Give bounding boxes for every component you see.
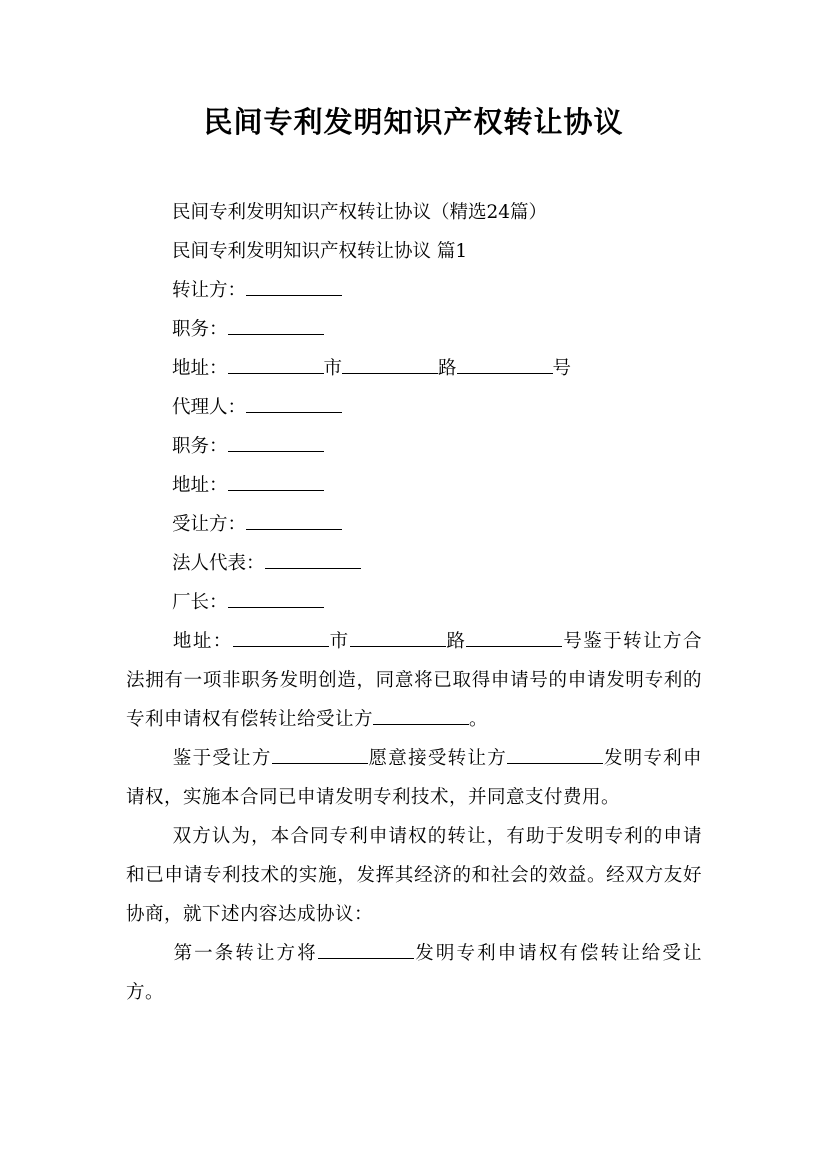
road-label: 路 — [438, 358, 457, 379]
blank-line — [228, 591, 324, 608]
number-label: 号 — [552, 358, 572, 379]
field-label: 转让方： — [172, 280, 247, 301]
blank-line — [228, 357, 324, 374]
paragraph-text: 市 — [328, 631, 350, 652]
paragraph — [126, 934, 702, 1012]
blank-line — [457, 357, 553, 374]
field-label: 地址： — [172, 358, 228, 379]
paragraph-text: 第一条转让方将 — [172, 943, 318, 964]
paragraph-text: 地址： — [172, 631, 233, 652]
blank-line — [246, 279, 342, 296]
blank-line — [373, 708, 469, 725]
blank-line — [228, 318, 324, 335]
blank-line — [272, 747, 368, 764]
field-label: 受让方： — [172, 514, 247, 535]
paragraph — [126, 739, 702, 817]
field-label: 职务： — [172, 436, 228, 457]
transferor-field — [126, 271, 702, 310]
paragraph-text: 。 — [469, 709, 489, 730]
paragraph-text: 鉴于受让方 — [172, 748, 272, 769]
document-body — [126, 193, 702, 1012]
field-label: 法人代表： — [172, 553, 265, 574]
paragraph-text: 发明专利申请权，实施本合同已申请发明专利技术，并同意支付费用。 — [126, 748, 702, 808]
city-label: 市 — [323, 358, 343, 379]
blank-line — [318, 942, 414, 959]
paragraph-text: 号鉴于转让方合法拥有一项非职务发明创造，同意将已取得申请号的申请发明专利的专利申请权有偿转让给受让方 — [126, 631, 702, 730]
address-field — [126, 466, 702, 505]
blank-line — [228, 435, 324, 452]
paragraph — [126, 622, 702, 739]
field-label: 厂长： — [172, 592, 228, 613]
paragraph-text: 路 — [445, 631, 467, 652]
position-field — [126, 310, 702, 349]
legal-rep-field — [126, 544, 702, 583]
blank-line — [233, 630, 329, 647]
blank-line — [466, 630, 562, 647]
field-label: 代理人： — [172, 397, 247, 418]
section-heading: 民间专利发明知识产权转让协议 篇1 — [172, 241, 468, 262]
blank-line — [350, 630, 446, 647]
agent-field — [126, 388, 702, 427]
blank-line — [507, 747, 603, 764]
transferee-field — [126, 505, 702, 544]
position-field — [126, 427, 702, 466]
factory-head-field — [126, 583, 702, 622]
paragraph-text: 发明专利申请权有偿转让给受让方。 — [126, 943, 702, 1003]
paragraph-text: 双方认为，本合同专利申请权的转让，有助于发明专利的申请和已申请专利技术的实施，发挥其经济的和社会的效益。经双方友好协商，就下述内容达成协议： — [126, 826, 702, 925]
field-label: 地址： — [172, 475, 228, 496]
blank-line — [265, 552, 361, 569]
subtitle-line: 民间专利发明知识产权转让协议（精选24篇） — [172, 202, 548, 223]
blank-line — [228, 474, 324, 491]
address-field — [126, 349, 702, 388]
blank-line — [246, 513, 342, 530]
field-label: 职务： — [172, 319, 228, 340]
document-title: 民间专利发明知识产权转让协议 — [203, 105, 624, 139]
paragraph-text: 愿意接受转让方 — [367, 748, 508, 769]
blank-line — [246, 396, 342, 413]
paragraph — [126, 817, 702, 934]
blank-line — [342, 357, 438, 374]
